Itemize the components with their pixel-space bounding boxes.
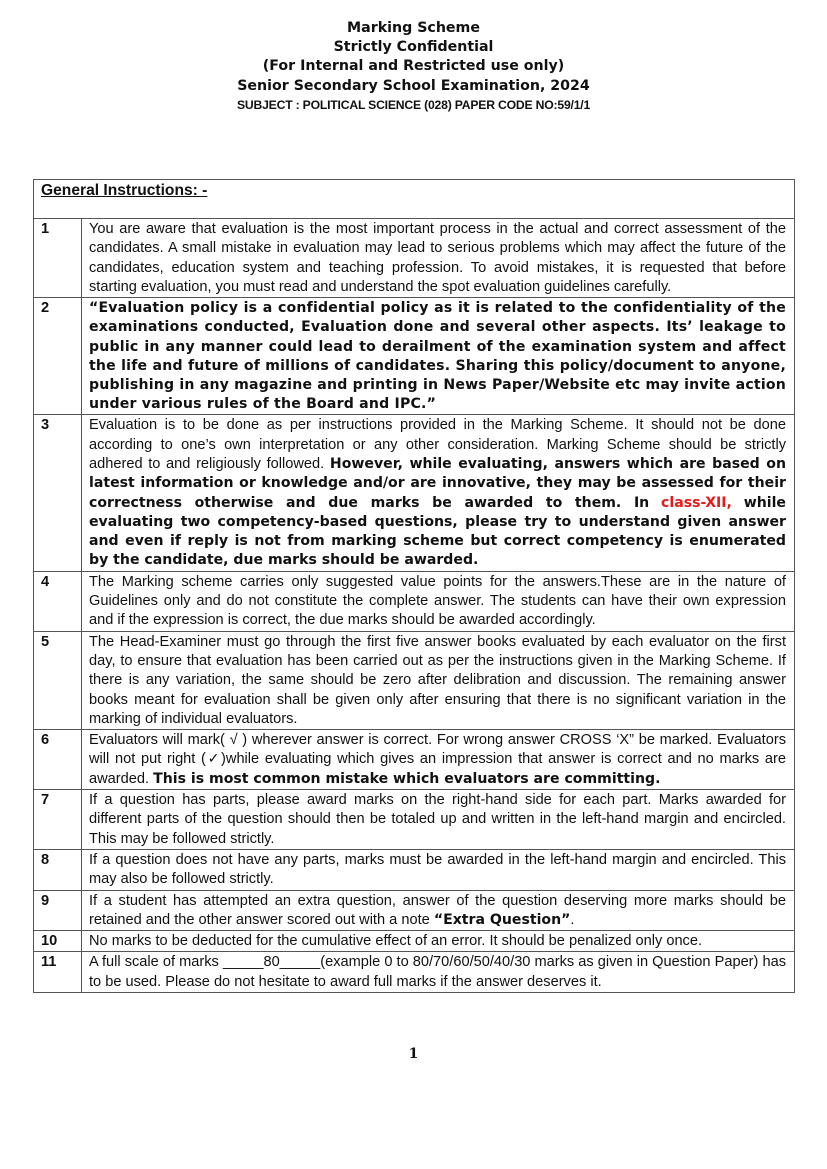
row-text-plain: . [570,911,575,928]
table-row [34,415,795,571]
row-number: 3 [34,415,82,571]
row-text: No marks to be deducted for the cumulative effect of an error. It should be penalized only once. [82,931,795,952]
table-row [34,931,795,952]
table-row [34,952,795,993]
row-number: 6 [34,730,82,790]
table-row [34,730,795,790]
page-number: 1 [408,1046,419,1062]
row-text: If a question has parts, please award marks on the right-hand side for each part. Marks awarded for different parts of the question should then be totaled up and written in the left-hand margin and encircled. This may be followed strictly. [82,790,795,850]
row-text [82,890,795,931]
row-number: 2 [34,298,82,415]
row-text-bold: “Extra Question” [433,911,571,928]
header-restricted: (For Internal and Restricted use only) [262,58,565,75]
header-title: Marking Scheme [347,20,480,36]
row-text: The Head-Examiner must go through the first five answer books evaluated by each evaluator on the first day, to ensure that evaluation has been carried out as per the instructions given in the Marking Scheme. If there is any variation, the same should be zero after delibration and discussion. The remaining answer books meant for evaluation shall be given only after ensuring that there is no significant variation in the marking of individual evaluators. [82,631,795,729]
row-text-bold: This is most common mistake which evaluators are committing. [153,770,661,787]
row-number: 4 [34,571,82,631]
class-highlight: class-XII, [661,494,732,511]
table-row [34,298,795,415]
row-number: 7 [34,790,82,850]
row-text-plain: )while evaluating which gives an impression that answer is correct and no marks are awarded. [89,751,786,787]
row-text-bold: while evaluating two competency-based questions, please try to understand given answer and even if reply is not from marking scheme but correct competency is enumerated by the candidate, due marks should be awarded. [89,494,786,569]
row-number: 9 [34,890,82,931]
general-instructions-table [33,179,795,993]
table-row [34,790,795,850]
table-title-cell [34,180,795,219]
row-text [82,730,795,790]
row-text-plain: Evaluators will mark( √ ) wherever answer is correct. For wrong answer CROSS ‘X” be marked. Evaluators will not put right ( [89,732,786,768]
row-text-plain: Evaluation is to be done as per instructions provided in the Marking Scheme. It should not be done according to one’s own interpretation or any other consideration. Marking Scheme should be strictly adhered to and religiously followed. [89,417,786,472]
table-title: General Instructions: - [41,182,208,199]
table-row [34,890,795,931]
checkmark-icon: ✓ [205,751,222,768]
table-row [34,571,795,631]
row-number: 5 [34,631,82,729]
document-header [0,19,827,115]
row-text: If a question does not have any parts, marks must be awarded in the left-hand margin and encircled. This may also be followed strictly. [82,849,795,890]
row-text [82,415,795,571]
row-text: A full scale of marks _____80_____(example 0 to 80/70/60/50/40/30 marks as given in Question Paper) has to be used. Please do not hesitate to award full marks if the answer deserves it. [82,952,795,993]
header-examination: Senior Secondary School Examination, 2024 [237,77,590,94]
table-row [34,849,795,890]
table-row [34,219,795,298]
table-title-row [34,180,795,219]
row-number: 8 [34,849,82,890]
row-text-bold: However, while evaluating, answers which are based on latest information or knowledge and/or are innovative, they may be assessed for their correctness otherwise and due marks be awarded to them. In [89,456,786,511]
header-confidential: Strictly Confidential [333,39,494,56]
row-number: 1 [34,219,82,298]
row-text: “Evaluation policy is a confidential policy as it is related to the confidentiality of the examinations conducted, Evaluation done and several other aspects. Its’ leakage to public in any manner could lead to derailment of the examination system and affect the life and future of millions of candidates. Sharing this policy/document to anyone, publishing in any magazine and printing in News Paper/Website etc may invite action under various rules of the Board and IPC.” [82,298,795,415]
row-number: 11 [34,952,82,993]
row-text: You are aware that evaluation is the most important process in the actual and correct assessment of the candidates. A small mistake in evaluation may lead to serious problems which may affect the future of the candidates, education system and teaching profession. To avoid mistakes, it is requested that before starting evaluation, you must read and understand the spot evaluation guidelines carefully. [82,219,795,298]
row-text-plain: If a student has attempted an extra question, answer of the question deserving more marks should be retained and the other answer scored out with a note [89,892,786,928]
header-subject: SUBJECT : POLITICAL SCIENCE (028) PAPER CODE NO:59/1/1 [236,97,591,112]
row-text: The Marking scheme carries only suggested value points for the answers.These are in the nature of Guidelines only and do not constitute the complete answer. The students can have their own expression and if the expression is correct, the due marks should be awarded accordingly. [82,571,795,631]
table-row [34,631,795,729]
row-number: 10 [34,931,82,952]
